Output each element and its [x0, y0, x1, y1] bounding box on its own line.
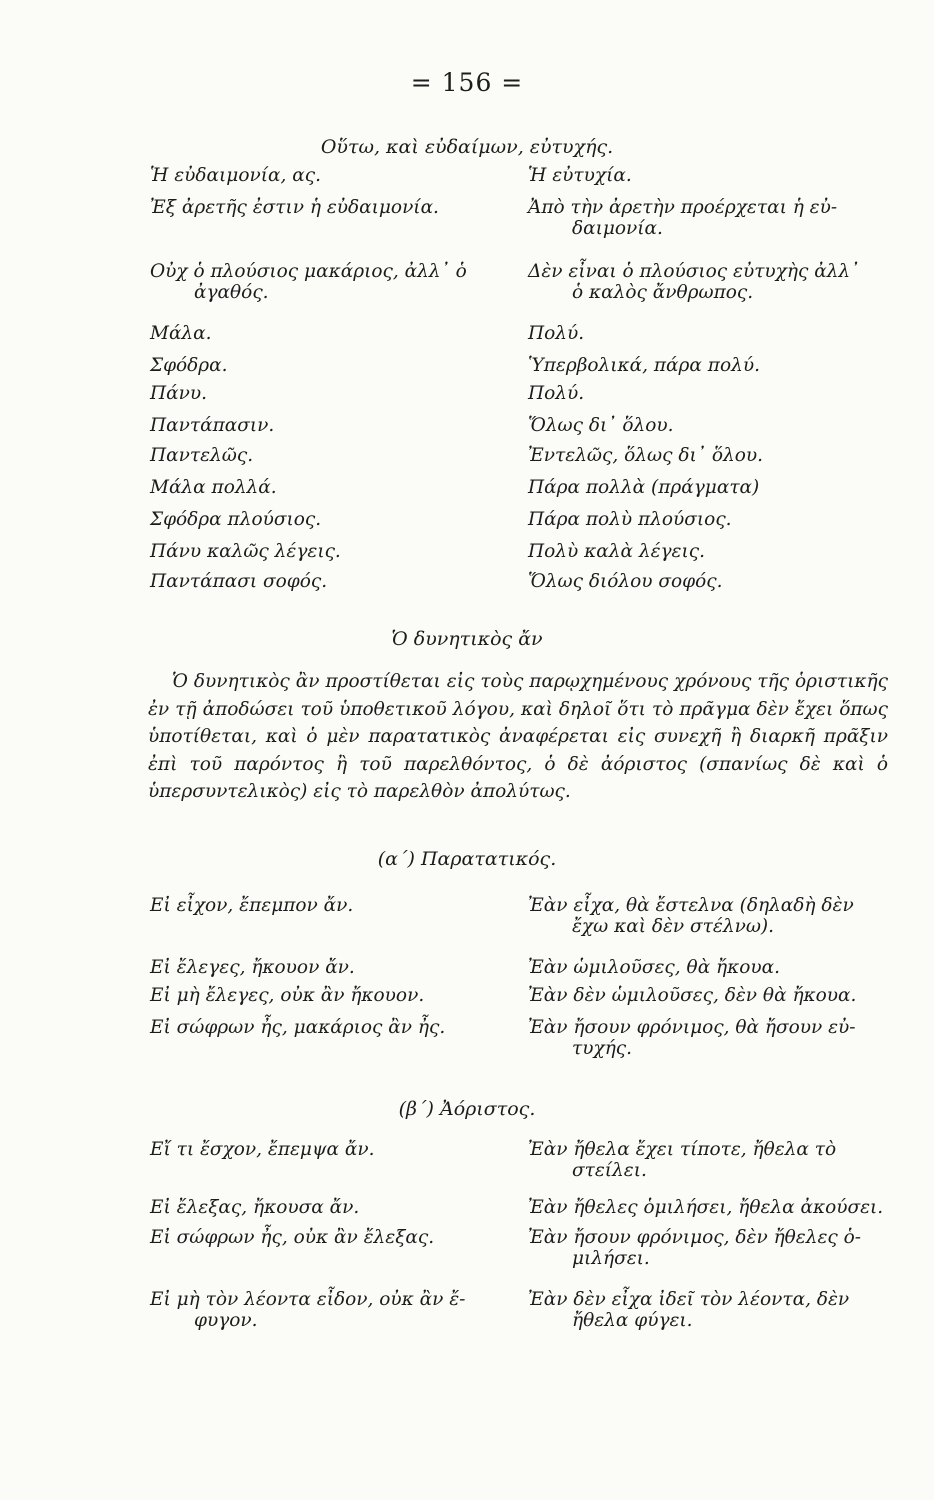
right-column-line — [528, 1198, 893, 1219]
left-column-line — [150, 1198, 500, 1219]
right-column-line — [528, 896, 893, 937]
left-line-text: Σφόδρα. — [150, 355, 228, 376]
right-column-line — [528, 356, 893, 377]
left-line-text: Πάνυ καλῶς λέγεις. — [150, 541, 341, 562]
left-line-text: Εἰ σώφρων ἦς, μακάριος ἂν ἦς. — [150, 1017, 446, 1038]
right-column-line — [528, 1290, 893, 1331]
left-line-text: Μάλα. — [150, 323, 212, 344]
right-line-text: Ἐὰν ἤσουν φρόνιμος, δὲν ἤθελες ὁ- — [528, 1227, 861, 1248]
right-line-text: Ἐὰν ὡμιλοῦσες, θὰ ἤκουα. — [528, 957, 781, 978]
right-column-line — [528, 958, 893, 979]
right-column-line — [528, 1228, 893, 1269]
right-column-line — [528, 166, 893, 187]
right-line-text: Ἐὰν ἤσουν φρόνιμος, θὰ ἤσουν εὐ- — [528, 1017, 856, 1038]
right-line-text: Ἐὰν ἤθελα ἔχει τίποτε, ἤθελα τὸ — [528, 1139, 837, 1160]
right-line-text: Ὅλως διόλου σοφός. — [528, 571, 723, 592]
left-column-line — [150, 1018, 500, 1039]
right-line-text: Ἀπὸ τὴν ἀρετὴν προέρχεται ἡ εὐ- — [528, 197, 838, 218]
right-line-text: Πολύ. — [528, 383, 585, 404]
right-line-text: Ἐντελῶς, ὅλως δι᾽ ὅλου. — [528, 445, 763, 466]
right-line-text: Ὅλως δι᾽ ὅλου. — [528, 415, 674, 436]
right-line-continuation: ἔχω καὶ δὲν στέλνω). — [572, 915, 775, 937]
paragraph-text: Ὁ δυνητικὸς ἂν προστίθεται εἰς τοὺς παρῳχημένους χρόνους τῆς ὁριστικῆς ἐν τῇ ἀποδώσει τοῦ ὑποθετικοῦ λόγου, καὶ δηλοῖ ὅτι τὸ πρᾶγμα δὲν ἔχει ὅπως ὑποτίθεται, καὶ ὁ μὲν παρατατικὸς ἀναφέρεται εἰς συνεχῆ ἢ διαρκῆ πρᾶξιν ἐπὶ τοῦ παρόντος ἢ τοῦ παρελθόντος, ὁ δὲ ἀόριστος (σπανίως δὲ καὶ ὁ ὑπερσυντελικὸς) εἰς τὸ παρελθὸν ἀπολύτως. — [148, 671, 888, 803]
right-line-continuation: ὁ καλὸς ἄνθρωπος. — [572, 281, 754, 303]
left-column-line — [150, 446, 500, 467]
left-line-continuation: φυγον. — [194, 1309, 258, 1331]
right-line-text: Ἐὰν ἤθελες ὁμιλήσει, ἤθελα ἀκούσει. — [528, 1197, 884, 1218]
section-heading-eudaimon: Οὕτω, καὶ εὐδαίμων, εὐτυχής. — [320, 136, 614, 158]
left-column-line — [150, 198, 500, 219]
right-line-continuation: ἤθελα φύγει. — [572, 1309, 693, 1331]
left-line-text: Εἰ ἔλεγες, ἤκουον ἄν. — [150, 957, 355, 978]
left-line-text: Παντελῶς. — [150, 445, 254, 466]
right-line-text: Ὑπερβολικά, πάρα πολύ. — [528, 355, 760, 376]
right-column-line — [528, 384, 893, 405]
left-column-line — [150, 416, 500, 437]
left-line-continuation: ἀγαθός. — [194, 281, 269, 303]
right-line-text: Ἐὰν δὲν εἶχα ἰδεῖ τὸν λέοντα, δὲν — [528, 1289, 850, 1310]
right-line-continuation: στείλει. — [572, 1159, 647, 1181]
right-column-line — [528, 198, 893, 239]
left-line-text: Εἰ μὴ ἔλεγες, οὐκ ἂν ἤκουον. — [150, 985, 425, 1006]
right-line-continuation: δαιμονία. — [572, 217, 663, 239]
left-line-text: Εἰ εἶχον, ἔπεμπον ἄν. — [150, 895, 354, 916]
right-column-line — [528, 416, 893, 437]
left-column-line — [150, 478, 500, 499]
page-number: = 156 = — [410, 68, 524, 97]
left-column-line — [150, 572, 500, 593]
left-column-line — [150, 356, 500, 377]
right-column-line — [528, 478, 893, 499]
right-column-line — [528, 542, 893, 563]
right-line-continuation: τυχής. — [572, 1037, 633, 1059]
left-column-line — [150, 324, 500, 345]
right-line-text: Ἐὰν εἶχα, θὰ ἔστελνα (δηλαδὴ δὲν — [528, 895, 854, 916]
left-line-text: Εἴ τι ἔσχον, ἔπεμψα ἄν. — [150, 1139, 375, 1160]
left-line-text: Εἰ μὴ τὸν λέοντα εἶδον, οὐκ ἂν ἔ- — [150, 1289, 466, 1310]
right-column-line — [528, 446, 893, 467]
left-line-text: Εἰ σώφρων ἦς, οὐκ ἂν ἔλεξας. — [150, 1227, 435, 1248]
left-column-line — [150, 262, 500, 303]
right-line-text: Πάρα πολὺ πλούσιος. — [528, 509, 732, 530]
right-column-line — [528, 572, 893, 593]
right-line-text: Ἡ εὐτυχία. — [528, 165, 632, 186]
right-line-continuation: μιλήσει. — [572, 1247, 650, 1269]
right-line-text: Πολύ. — [528, 323, 585, 344]
left-column-line — [150, 1140, 500, 1161]
right-column-line — [528, 262, 893, 303]
explanatory-paragraph — [148, 668, 888, 806]
left-line-text: Παντάπασι σοφός. — [150, 571, 328, 592]
left-line-text: Παντάπασιν. — [150, 415, 275, 436]
section-heading-dynetikos: Ὁ δυνητικὸς ἄν — [391, 628, 543, 650]
section-heading-paratatikos: (α΄) Παρατατικός. — [377, 848, 557, 870]
left-line-text: Ἐξ ἀρετῆς ἐστιν ἡ εὐδαιμονία. — [150, 197, 439, 218]
left-column-line — [150, 1290, 500, 1331]
left-line-text: Οὐχ ὁ πλούσιος μακάριος, ἀλλ᾽ ὁ — [150, 261, 467, 282]
left-column-line — [150, 166, 500, 187]
right-column-line — [528, 324, 893, 345]
left-line-text: Εἰ ἔλεξας, ἤκουσα ἄν. — [150, 1197, 360, 1218]
right-line-text: Ἐὰν δὲν ὡμιλοῦσες, δὲν θὰ ἤκουα. — [528, 985, 857, 1006]
right-column-line — [528, 986, 893, 1007]
left-column-line — [150, 384, 500, 405]
right-line-text: Πολὺ καλὰ λέγεις. — [528, 541, 705, 562]
left-line-text: Σφόδρα πλούσιος. — [150, 509, 322, 530]
right-line-text: Πάρα πολλὰ (πράγματα) — [528, 477, 760, 498]
left-line-text: Μάλα πολλά. — [150, 477, 277, 498]
left-column-line — [150, 958, 500, 979]
left-line-text: Ἡ εὐδαιμονία, ας. — [150, 165, 321, 186]
left-column-line — [150, 896, 500, 917]
left-line-text: Πάνυ. — [150, 383, 207, 404]
left-column-line — [150, 986, 500, 1007]
right-column-line — [528, 1140, 893, 1181]
left-column-line — [150, 542, 500, 563]
section-heading-aoristos: (β΄) Ἀόριστος. — [398, 1098, 536, 1120]
left-column-line — [150, 510, 500, 531]
right-line-text: Δὲν εἶναι ὁ πλούσιος εὐτυχὴς ἀλλ᾽ — [528, 261, 860, 282]
right-column-line — [528, 1018, 893, 1059]
right-column-line — [528, 510, 893, 531]
left-column-line — [150, 1228, 500, 1249]
